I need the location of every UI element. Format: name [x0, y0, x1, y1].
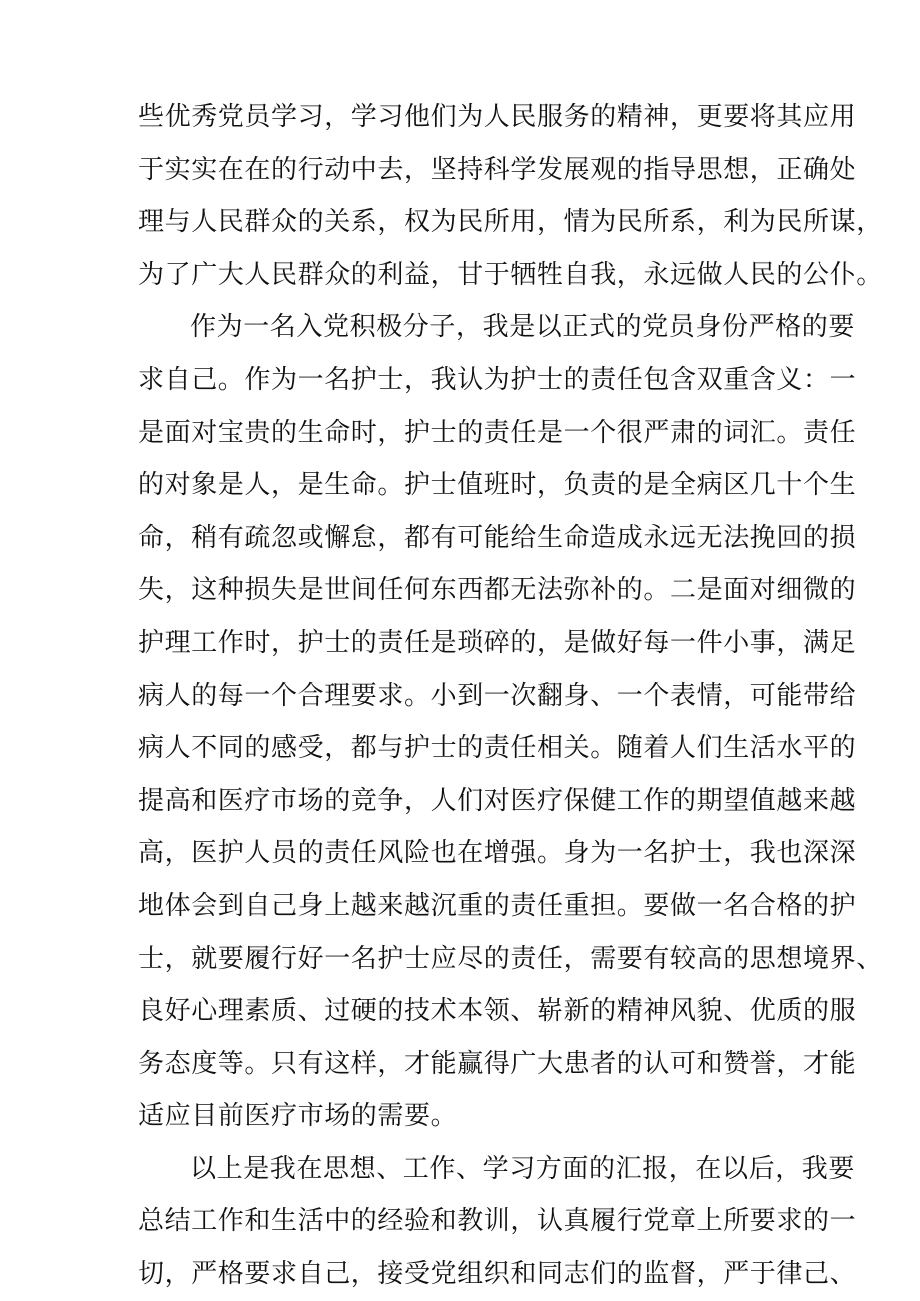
text-line: 护理工作时，护士的责任是琐碎的，是做好每一件小事，满足	[138, 627, 857, 658]
paragraph-1	[138, 91, 883, 301]
text-line: 良好心理素质、过硬的技术本领、崭新的精神风貌、优质的服	[138, 996, 857, 1027]
text-line: 总结工作和生活中的经验和教训，认真履行党章上所要求的一	[138, 1206, 857, 1237]
text-line: 病人不同的感受，都与护士的责任相关。随着人们生活水平的	[138, 733, 857, 764]
text-line: 些优秀党员学习，学习他们为人民服务的精神，更要将其应用	[138, 102, 857, 132]
text-line: 地体会到自己身上越来越沉重的责任重担。要做一名合格的护	[138, 890, 857, 921]
paragraph-2	[138, 301, 883, 1143]
text-line: 理与人民群众的关系，权为民所用，情为民所系，利为民所谋，	[138, 207, 883, 238]
text-line: 适应目前医疗市场的需要。	[138, 1101, 458, 1132]
text-line: 提高和医疗市场的竞争，人们对医疗保健工作的期望值越来越	[138, 785, 857, 816]
text-line: 于实实在在的行动中去，坚持科学发展观的指导思想，正确处	[138, 154, 857, 185]
text-line: 是面对宝贵的生命时，护士的责任是一个很严肃的词汇。责任	[138, 417, 857, 448]
text-line: 切，严格要求自己，接受党组织和同志们的监督，严于律己、	[138, 1259, 857, 1290]
text-line: 失，这种损失是世间任何东西都无法弥补的。二是面对细微的	[138, 575, 857, 606]
text-line: 高，医护人员的责任风险也在增强。身为一名护士，我也深深	[138, 838, 857, 869]
text-line: 命，稍有疏忽或懈怠，都有可能给生命造成永远无法挽回的损	[138, 522, 857, 553]
document-body	[138, 91, 883, 1301]
text-line: 以上是我在思想、工作、学习方面的汇报，在以后，我要	[190, 1153, 856, 1184]
text-line: 的对象是人，是生命。护士值班时，负责的是全病区几十个生	[138, 470, 857, 501]
text-line: 作为一名入党积极分子，我是以正式的党员身份严格的要	[190, 312, 856, 343]
text-line: 士，就要履行好一名护士应尽的责任，需要有较高的思想境界、	[138, 943, 883, 974]
text-line: 为了广大人民群众的利益，甘于牺牲自我，永远做人民的公仆。	[138, 259, 883, 290]
text-line: 求自己。作为一名护士，我认为护士的责任包含双重含义：一	[138, 364, 857, 395]
text-line: 务态度等。只有这样，才能赢得广大患者的认可和赞誉，才能	[138, 1048, 857, 1079]
paragraph-3	[138, 1143, 857, 1301]
text-line: 病人的每一个合理要求。小到一次翻身、一个表情，可能带给	[138, 680, 857, 711]
